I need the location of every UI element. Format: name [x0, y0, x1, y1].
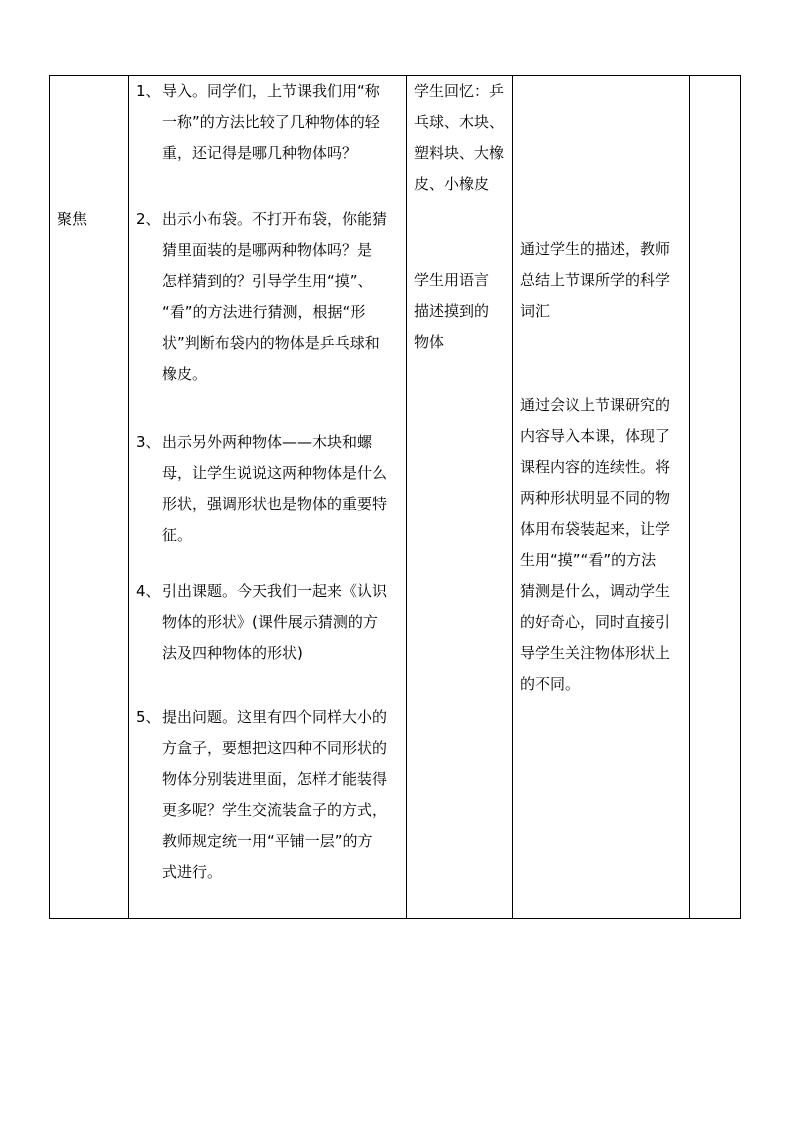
step-5: 5、提出问题。这里有四个同样大小的 方盒子，要想把这四种不同形状的 物体分别装进里面，怎样才能装得 更多呢？学生交流装盒子的方式， 教师规定统一用“平铺一层”的方 式进行。 [136, 702, 406, 888]
step-number: 3、 [136, 433, 161, 451]
column-divider [406, 76, 407, 918]
student-activity-1: 学生回忆：乒 乓球、木块、 塑料块、大橡 皮、小橡皮 [414, 82, 505, 193]
step-number: 5、 [136, 708, 161, 726]
stage-label: 聚焦 [57, 210, 88, 228]
intention-1: 通过学生的描述，教师 总结上节课所学的科学 词汇 [520, 240, 671, 320]
step-number: 2、 [136, 210, 161, 228]
step-2: 2、出示小布袋。不打开布袋，你能猜 猜里面装的是哪两种物体吗？是 怎样猜到的？引导学生用“摸”、 “看”的方法进行猜测，根据“形 状”判断布袋内的物体是乒乓球和 橡皮。 [136, 204, 406, 390]
intention-2: 通过会议上节课研究的 内容导入本课，体现了 课程内容的连续性。将 两种形状明显不同的物 体用布袋装起来，让学 生用“摸”“看”的方法 猜测是什么，调动学生 的好奇心，同时直接引 导学生关注物体形状上 的不同。 [520, 396, 671, 693]
step-number: 4、 [136, 582, 161, 600]
column-divider [512, 76, 513, 918]
step-4: 4、引出课题。今天我们一起来《认识 物体的形状》(课件展示猜测的方 法及四种物体的形状) [136, 576, 406, 669]
step-number: 1、 [136, 82, 161, 100]
empty-cell [690, 76, 741, 918]
student-activity-2: 学生用语言 描述摸到的 物体 [414, 271, 490, 351]
step-3: 3、出示另外两种物体——木块和螺 母，让学生说说这两种物体是什么 形状，强调形状也是物体的重要特 征。 [136, 427, 406, 551]
lesson-plan-table [49, 75, 741, 919]
step-1: 1、导入。同学们，上节课我们用“称 一称”的方法比较了几种物体的轻 重，还记得是哪几种物体吗？ [136, 76, 406, 169]
column-divider [128, 76, 129, 918]
